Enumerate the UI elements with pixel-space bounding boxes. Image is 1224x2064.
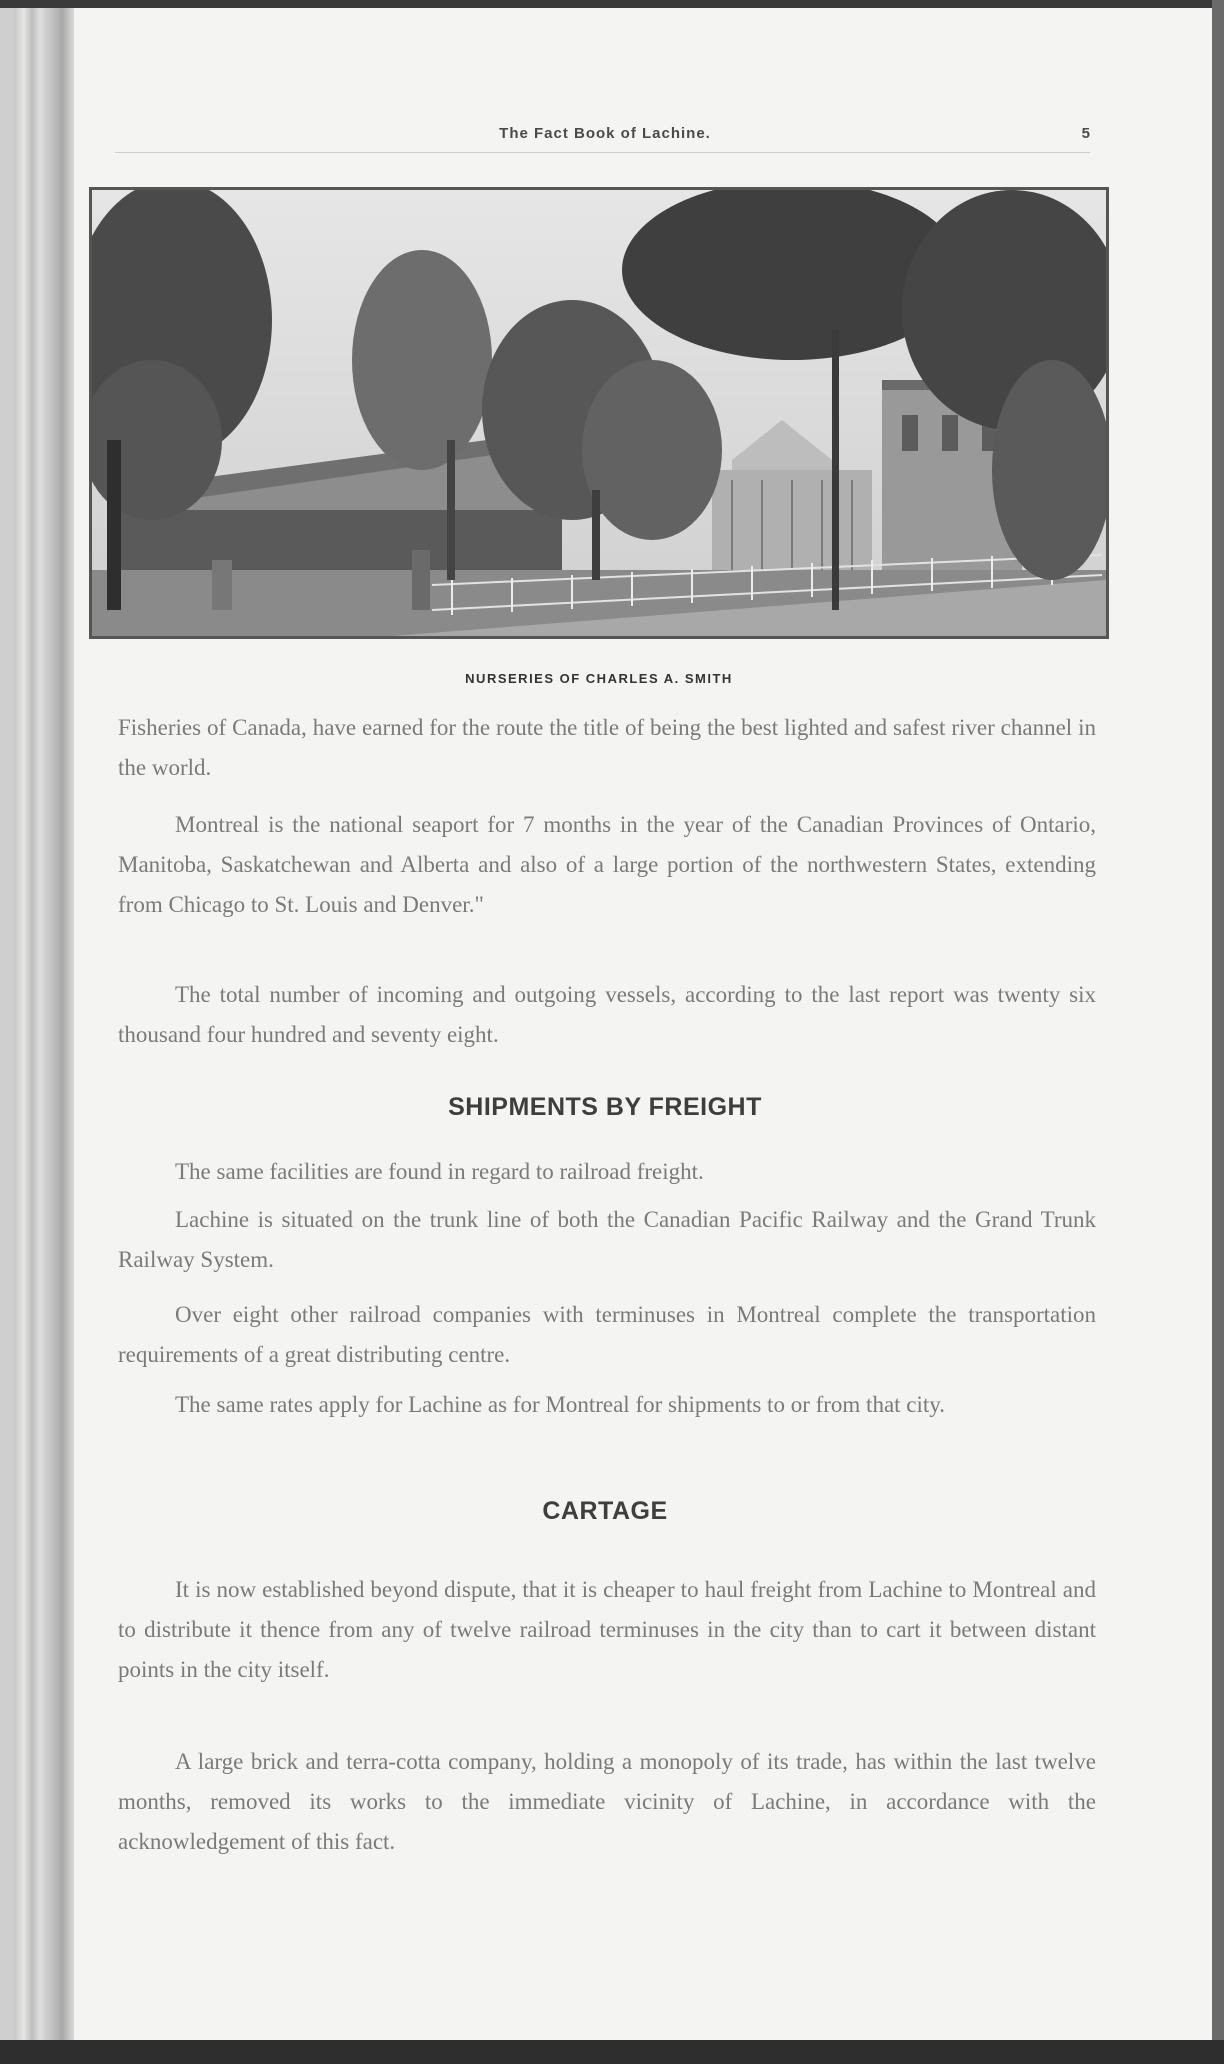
scan-edge-bottom bbox=[0, 2040, 1224, 2064]
running-head: The Fact Book of Lachine. bbox=[499, 125, 711, 142]
paragraph-seaport: Montreal is the national seaport for 7 months in the year of the Canadian Provinces of Ontario, Manitoba, Saskatchewan and Alberta and also of a large portion of the northwestern States, extending from Chicago to St. Louis and Denver." bbox=[118, 812, 1096, 917]
page-number: 5 bbox=[1081, 125, 1090, 142]
scan-edge-top bbox=[0, 0, 1224, 8]
page-header bbox=[115, 125, 1090, 151]
paragraph-same-rates: The same rates apply for Lachine as for Montreal for shipments to or from that city. bbox=[175, 1392, 946, 1417]
paragraph-vessels: The total number of incoming and outgoing vessels, according to the last report was twenty six thousand four hundred and seventy eight. bbox=[118, 982, 1096, 1047]
paragraph-railroad-freight: The same facilities are found in regard to railroad freight. bbox=[175, 1159, 704, 1184]
heading-cartage: CARTAGE bbox=[542, 1497, 668, 1525]
paragraph-brick-company: A large brick and terra-cotta company, holding a monopoly of its trade, has within the last twelve months, removed its works to the immediate vicinity of Lachine, in accordance with the acknowledgement of this fact. bbox=[118, 1749, 1096, 1854]
paragraph-cartage-cost: It is now established beyond dispute, that it is cheaper to haul freight from Lachine to Montreal and to distribute it thence from any of twelve railroad terminuses in the city than to cart it between distant points in the city itself. bbox=[118, 1577, 1096, 1682]
paragraph-trunk-line: Lachine is situated on the trunk line of both the Canadian Pacific Railway and the Grand Trunk Railway System. bbox=[118, 1207, 1096, 1272]
scan-edge-right bbox=[1212, 0, 1224, 2064]
header-rule bbox=[115, 152, 1090, 153]
nursery-photograph bbox=[89, 187, 1109, 639]
heading-shipments-by-freight: SHIPMENTS BY FREIGHT bbox=[448, 1093, 762, 1121]
photo-caption: NURSERIES OF CHARLES A. SMITH bbox=[465, 671, 733, 686]
paragraph-fisheries: Fisheries of Canada, have earned for the route the title of being the best lighted and safest river channel in the world. bbox=[118, 715, 1096, 780]
page-binding-shadow bbox=[14, 8, 74, 2040]
paragraph-railroad-companies: Over eight other railroad companies with terminuses in Montreal complete the transportation requirements of a great distributing centre. bbox=[118, 1302, 1096, 1367]
